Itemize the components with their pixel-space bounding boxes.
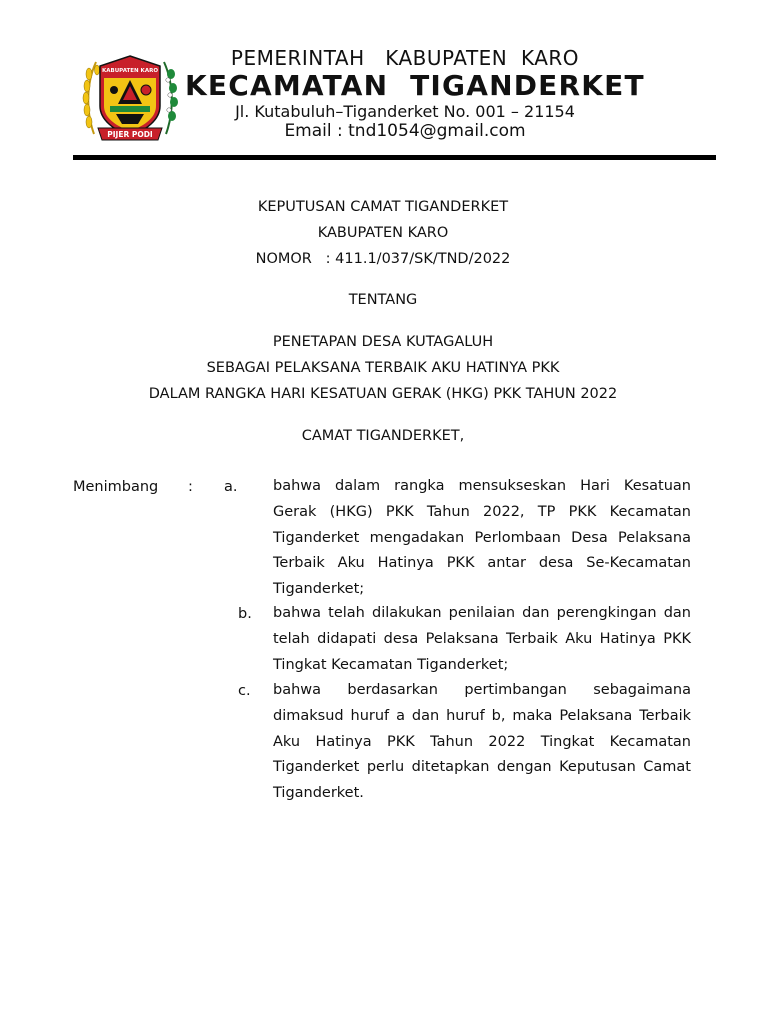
menimbang-label: Menimbang [73, 479, 159, 495]
decree-title: KEPUTUSAN CAMAT TIGANDERKET [257, 199, 509, 215]
decree-regency: KABUPATEN KARO [317, 225, 449, 241]
item-marker: c. [238, 683, 251, 699]
letterhead-divider [73, 155, 716, 160]
letterhead-government: PEMERINTAH KABUPATEN KARO [230, 46, 580, 70]
item-marker: a. [224, 479, 238, 495]
subject-line: PENETAPAN DESA KUTAGALUH [272, 334, 494, 350]
letterhead-address: Jl. Kutabuluh–Tiganderket No. 001 – 21154 [235, 102, 575, 121]
consideration-paragraph: bahwa telah dilakukan penilaian dan perengkingan dan telah didapati desa Pelaksana Terbaik Aku Hatinya PKK Tingkat Kecamatan Tiganderket; [273, 605, 691, 673]
kabupaten-karo-emblem [80, 50, 180, 142]
consideration-paragraph: bahwa dalam rangka mensukseskan Hari Kesatuan Gerak (HKG) PKK Tahun 2022, TP PKK Kecamatan Tiganderket mengadakan Perlombaan Desa Pelaksana Terbaik Aku Hatinya PKK antar desa Se-Kecamatan Tiganderket; [273, 478, 691, 598]
subject-line: SEBAGAI PELAKSANA TERBAIK AKU HATINYA PKK [206, 360, 560, 376]
item-marker: b. [238, 606, 252, 622]
letterhead-office: KECAMATAN TIGANDERKET [185, 69, 645, 102]
signatory-heading: CAMAT TIGANDERKET, [301, 428, 465, 444]
tentang-heading: TENTANG [348, 292, 418, 308]
subject-line: DALAM RANGKA HARI KESATUAN GERAK (HKG) PKK TAHUN 2022 [148, 386, 618, 402]
letterhead-email: Email : tnd1054@gmail.com [284, 121, 526, 141]
cotton-branch-icon [164, 62, 178, 134]
motto-text: PIJER PODI [107, 130, 153, 139]
menimbang-colon: : [188, 479, 193, 495]
emblem-top-text: KABUPATEN KARO [102, 68, 158, 74]
rice-stalk-icon [83, 62, 100, 134]
consideration-paragraph: bahwa berdasarkan pertimbangan sebagaimana dimaksud huruf a dan huruf b, maka Pelaksana Terbaik Aku Hatinya PKK Tahun 2022 Tingkat Kecamatan Tiganderket perlu ditetapkan dengan Keputusan Camat Tiganderket. [273, 682, 691, 802]
decree-number: NOMOR : 411.1/037/SK/TND/2022 [255, 251, 511, 267]
motto-ribbon [98, 128, 162, 140]
